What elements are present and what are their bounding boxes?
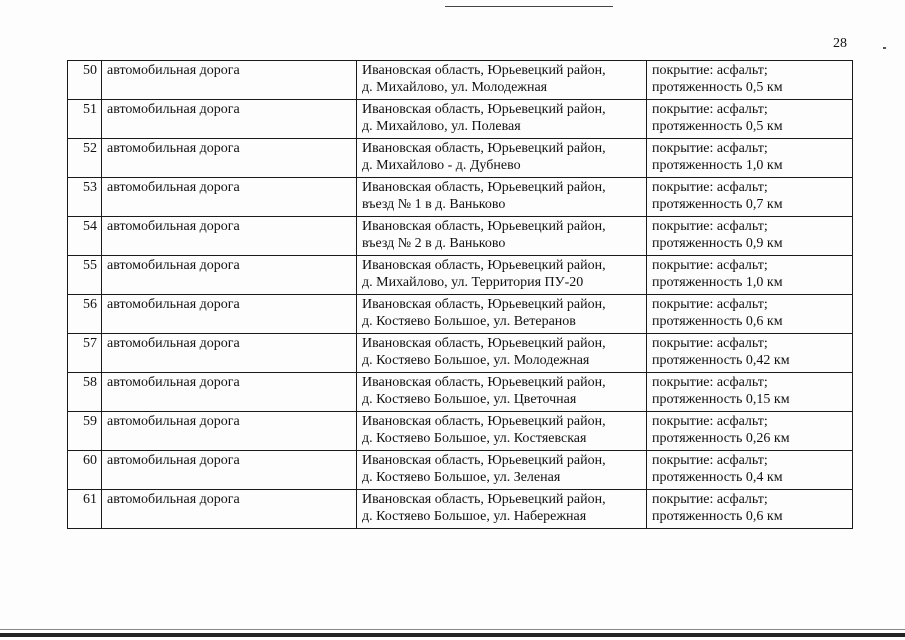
table-row — [68, 217, 853, 256]
object-characteristics — [647, 451, 853, 490]
object-name: автомобильная дорога — [102, 256, 357, 295]
surface-line: покрытие: асфальт; — [652, 375, 768, 390]
table-row — [68, 373, 853, 412]
length-line: протяженность 0,42 км — [652, 352, 790, 368]
address-line: Ивановская область, Юрьевецкий район, — [362, 414, 606, 429]
table-row — [68, 61, 853, 100]
roads-table — [67, 60, 853, 529]
surface-line: покрытие: асфальт; — [652, 453, 768, 468]
object-characteristics — [647, 373, 853, 412]
object-characteristics — [647, 139, 853, 178]
length-line: протяженность 0,6 км — [652, 313, 783, 329]
object-name: автомобильная дорога — [102, 100, 357, 139]
object-address — [357, 451, 647, 490]
address-line: д. Костяево Большое, ул. Цветочная — [362, 391, 577, 407]
row-number: 53 — [68, 178, 102, 217]
address-line: д. Костяево Большое, ул. Набережная — [362, 508, 587, 524]
object-address — [357, 256, 647, 295]
object-address — [357, 295, 647, 334]
table-row — [68, 100, 853, 139]
object-characteristics — [647, 256, 853, 295]
object-characteristics — [647, 490, 853, 529]
address-line: Ивановская область, Юрьевецкий район, — [362, 258, 606, 273]
row-number: 59 — [68, 412, 102, 451]
row-number: 50 — [68, 61, 102, 100]
address-line: Ивановская область, Юрьевецкий район, — [362, 453, 606, 468]
length-line: протяженность 0,5 км — [652, 118, 783, 134]
length-line: протяженность 0,5 км — [652, 79, 783, 95]
object-name: автомобильная дорога — [102, 334, 357, 373]
object-name: автомобильная дорога — [102, 61, 357, 100]
surface-line: покрытие: асфальт; — [652, 219, 768, 234]
address-line: Ивановская область, Юрьевецкий район, — [362, 102, 606, 117]
address-line: Ивановская область, Юрьевецкий район, — [362, 492, 606, 507]
top-rule — [445, 6, 613, 7]
length-line: протяженность 0,9 км — [652, 235, 783, 251]
address-line: Ивановская область, Юрьевецкий район, — [362, 297, 606, 312]
row-number: 55 — [68, 256, 102, 295]
length-line: протяженность 1,0 км — [652, 274, 783, 290]
address-line: д. Михайлово, ул. Территория ПУ-20 — [362, 274, 584, 290]
length-line: протяженность 0,4 км — [652, 469, 783, 485]
page-number: 28 — [833, 36, 847, 51]
table-row — [68, 490, 853, 529]
row-number: 51 — [68, 100, 102, 139]
address-line: д. Костяево Большое, ул. Молодежная — [362, 352, 590, 368]
surface-line: покрытие: асфальт; — [652, 336, 768, 351]
object-address — [357, 139, 647, 178]
object-address — [357, 217, 647, 256]
scan-speck — [883, 47, 886, 49]
surface-line: покрытие: асфальт; — [652, 63, 768, 78]
object-address — [357, 490, 647, 529]
object-characteristics — [647, 295, 853, 334]
object-characteristics — [647, 412, 853, 451]
object-name: автомобильная дорога — [102, 412, 357, 451]
table-row — [68, 334, 853, 373]
object-address — [357, 412, 647, 451]
object-characteristics — [647, 334, 853, 373]
address-line: Ивановская область, Юрьевецкий район, — [362, 375, 606, 390]
object-characteristics — [647, 178, 853, 217]
surface-line: покрытие: асфальт; — [652, 492, 768, 507]
object-address — [357, 178, 647, 217]
table-row — [68, 451, 853, 490]
surface-line: покрытие: асфальт; — [652, 141, 768, 156]
length-line: протяженность 0,26 км — [652, 430, 790, 446]
surface-line: покрытие: асфальт; — [652, 297, 768, 312]
table-row — [68, 295, 853, 334]
table-row — [68, 412, 853, 451]
row-number: 52 — [68, 139, 102, 178]
surface-line: покрытие: асфальт; — [652, 258, 768, 273]
address-line: въезд № 1 в д. Ваньково — [362, 196, 506, 212]
address-line: д. Михайлово - д. Дубнево — [362, 157, 521, 173]
address-line: д. Михайлово, ул. Полевая — [362, 118, 521, 134]
address-line: Ивановская область, Юрьевецкий район, — [362, 219, 606, 234]
surface-line: покрытие: асфальт; — [652, 180, 768, 195]
length-line: протяженность 1,0 км — [652, 157, 783, 173]
address-line: Ивановская область, Юрьевецкий район, — [362, 141, 606, 156]
object-name: автомобильная дорога — [102, 373, 357, 412]
length-line: протяженность 0,6 км — [652, 508, 783, 524]
bottom-rule — [0, 633, 905, 637]
table-row — [68, 256, 853, 295]
row-number: 61 — [68, 490, 102, 529]
object-address — [357, 100, 647, 139]
object-name: автомобильная дорога — [102, 451, 357, 490]
object-name: автомобильная дорога — [102, 295, 357, 334]
object-name: автомобильная дорога — [102, 217, 357, 256]
roads-table-body — [68, 61, 853, 529]
object-name: автомобильная дорога — [102, 139, 357, 178]
address-line: въезд № 2 в д. Ваньково — [362, 235, 506, 251]
row-number: 58 — [68, 373, 102, 412]
object-characteristics — [647, 100, 853, 139]
address-line: д. Михайлово, ул. Молодежная — [362, 79, 548, 95]
table-row — [68, 178, 853, 217]
address-line: Ивановская область, Юрьевецкий район, — [362, 63, 606, 78]
table-row — [68, 139, 853, 178]
length-line: протяженность 0,15 км — [652, 391, 790, 407]
object-characteristics — [647, 217, 853, 256]
address-line: д. Костяево Большое, ул. Зеленая — [362, 469, 561, 485]
row-number: 54 — [68, 217, 102, 256]
address-line: Ивановская область, Юрьевецкий район, — [362, 336, 606, 351]
object-address — [357, 373, 647, 412]
address-line: Ивановская область, Юрьевецкий район, — [362, 180, 606, 195]
row-number: 60 — [68, 451, 102, 490]
object-characteristics — [647, 61, 853, 100]
row-number: 56 — [68, 295, 102, 334]
surface-line: покрытие: асфальт; — [652, 414, 768, 429]
row-number: 57 — [68, 334, 102, 373]
object-name: автомобильная дорога — [102, 178, 357, 217]
surface-line: покрытие: асфальт; — [652, 102, 768, 117]
object-address — [357, 61, 647, 100]
object-name: автомобильная дорога — [102, 490, 357, 529]
address-line: д. Костяево Большое, ул. Костяевская — [362, 430, 587, 446]
length-line: протяженность 0,7 км — [652, 196, 783, 212]
bottom-rule-thin — [0, 629, 905, 630]
object-address — [357, 334, 647, 373]
address-line: д. Костяево Большое, ул. Ветеранов — [362, 313, 576, 329]
